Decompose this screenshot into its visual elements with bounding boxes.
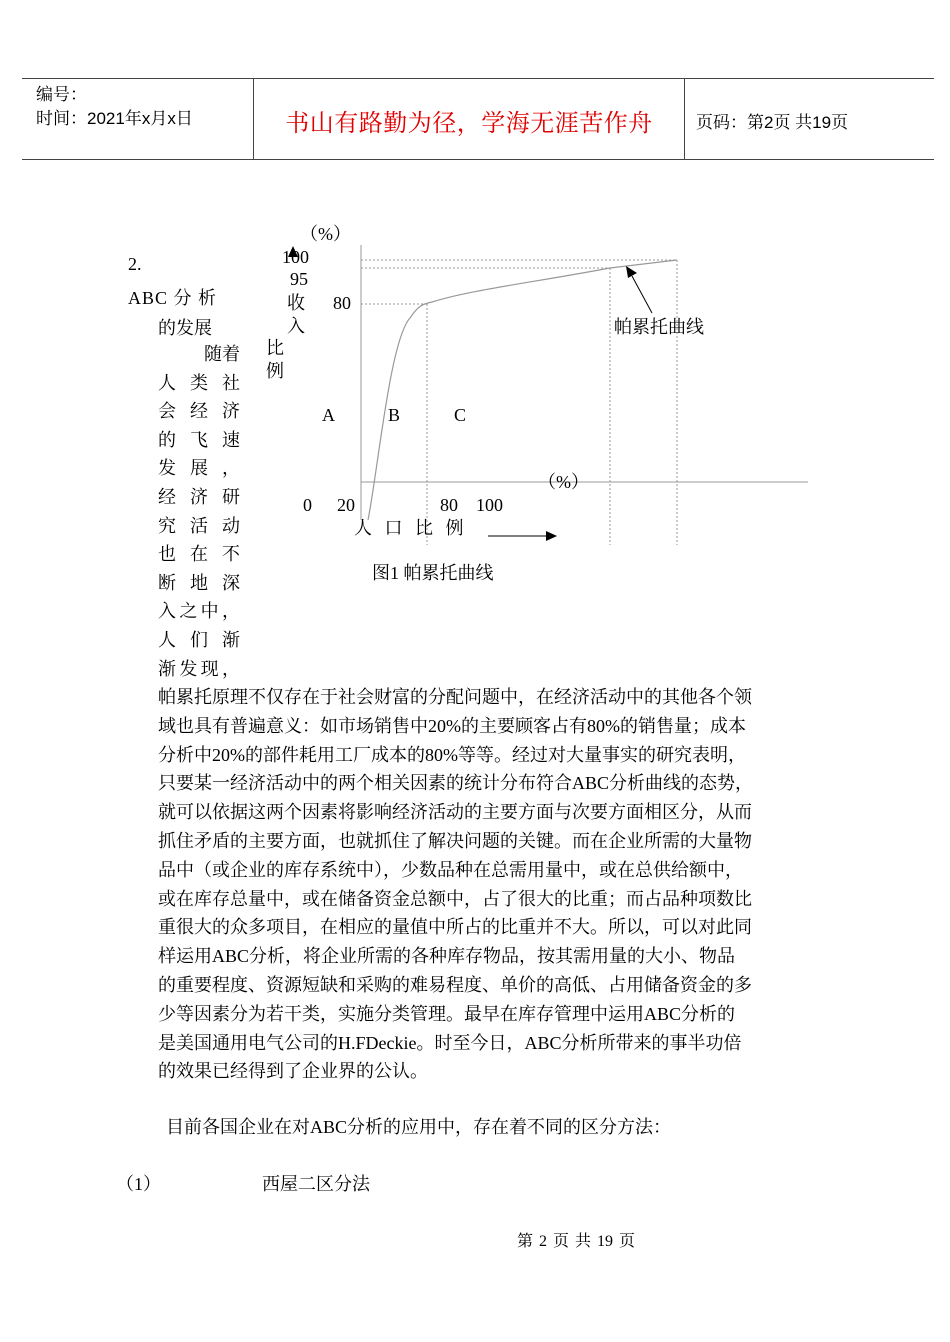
number-label: 编号： [36,85,87,104]
body-line: 是美国通用电气公司的H.FDeckie。时至今日，ABC分析所带来的事半功倍 [158,1032,742,1053]
body-line: 就可以依据这两个因素将影响经济活动的主要方面与次要方面相区分，从而 [158,802,752,823]
y-unit: （%） [300,224,351,244]
section-number: 2. [128,254,142,274]
body-line: 品中（或企业的库存系统中），少数品种在总需用量中，或在总供给额中， [158,859,743,880]
pareto-figure [0,0,950,600]
x-tick-100: 100 [476,495,503,515]
body-line: 分析中20%的部件耗用工厂成本的80%等等。经过对大量事实的研究表明， [158,744,746,765]
body-line: 少等因素分为若干类，实施分类管理。最早在库存管理中运用ABC分析的 [158,1003,736,1024]
x-tick-80: 80 [440,495,458,515]
callout-arrow-head [626,266,637,278]
body-line: 的效果已经得到了企业界的公认。 [158,1061,428,1082]
narrow-line: 会经济 [158,401,240,422]
narrow-line: 渐发现， [158,658,240,679]
narrow-line: 也在不 [158,544,240,565]
callout-line [632,276,652,313]
section-title-line2: 的发展 [158,318,212,338]
y-label-char: 例 [266,361,284,381]
body-line: 抓住矛盾的主要方面，也就抓住了解决问题的关键。而在企业所需的大量物 [158,830,752,851]
zone-label-b: B [388,405,401,425]
body-line: 只要某一经济活动中的两个相关因素的统计分布符合ABC分析曲线的态势， [158,773,754,794]
narrow-line: 断地深 [158,572,240,593]
body-line: 或在库存总量中，或在储备资金总额中，占了很大的比重；而占品种项数比 [158,888,752,909]
y-label-char: 比 [266,338,284,358]
y-tick-95: 95 [290,269,308,289]
list-item-text: 西屋二区分法 [262,1174,370,1194]
narrow-line: 经济研 [158,486,240,507]
body-line: 重很大的众多项目，在相应的量值中所占的比重并不大。所以，可以对此同 [158,917,752,938]
time-label: 时间：2021年x月x日 [36,109,193,128]
body-line: 样运用ABC分析，将企业所需的各种库存物品，按其需用量的大小、物品 [158,946,736,967]
narrow-line: 随着 [204,344,240,364]
x-unit: （%） [538,472,589,492]
zone-label-a: A [322,405,335,425]
narrow-line: 人类社 [158,372,240,393]
narrow-line: 入之中， [158,601,240,622]
body-line: 帕累托原理不仅存在于社会财富的分配问题中，在经济活动中的其他各个领 [158,687,752,707]
narrow-line: 的飞速 [158,429,240,450]
body-paragraph [158,683,810,1086]
narrow-line: 发展， [158,458,240,479]
x-tick-20: 20 [337,495,355,515]
y-tick-80: 80 [333,293,351,313]
x-axis-label: 人 口 比 例 [354,518,468,538]
header-motto: 书山有路勤为径，学海无涯苦作舟 [285,109,653,137]
narrow-line: 究活动 [158,515,240,536]
page-indicator: 页码：第2页 共19页 [696,113,849,132]
list-item-number: （1） [116,1174,161,1194]
zone-label-c: C [454,405,467,425]
x-tick-0: 0 [303,495,312,515]
guide-lines [361,260,677,545]
y-label-char: 收 [287,293,305,313]
body-line: 的重要程度、资源短缺和采购的难易程度、单价的高低、占用储备资金的多 [158,974,752,995]
page-footer: 第 2 页 共 19 页 [517,1233,636,1250]
narrow-line: 人们渐 [158,629,240,650]
body-line: 域也具有普遍意义：如市场销售中20%的主要顾客占有80%的销售量；成本 [158,715,746,736]
figure-caption: 图1 帕累托曲线 [372,563,494,583]
section-title-line1: ABC 分 析 [128,288,218,308]
x-label-arrow-head [546,531,557,541]
pareto-curve [368,260,677,520]
y-tick-100: 100 [282,247,309,267]
curve-label: 帕累托曲线 [614,317,704,337]
y-label-char: 入 [287,316,305,336]
intro-line: 目前各国企业在对ABC分析的应用中，存在着不同的区分方法： [166,1117,672,1137]
